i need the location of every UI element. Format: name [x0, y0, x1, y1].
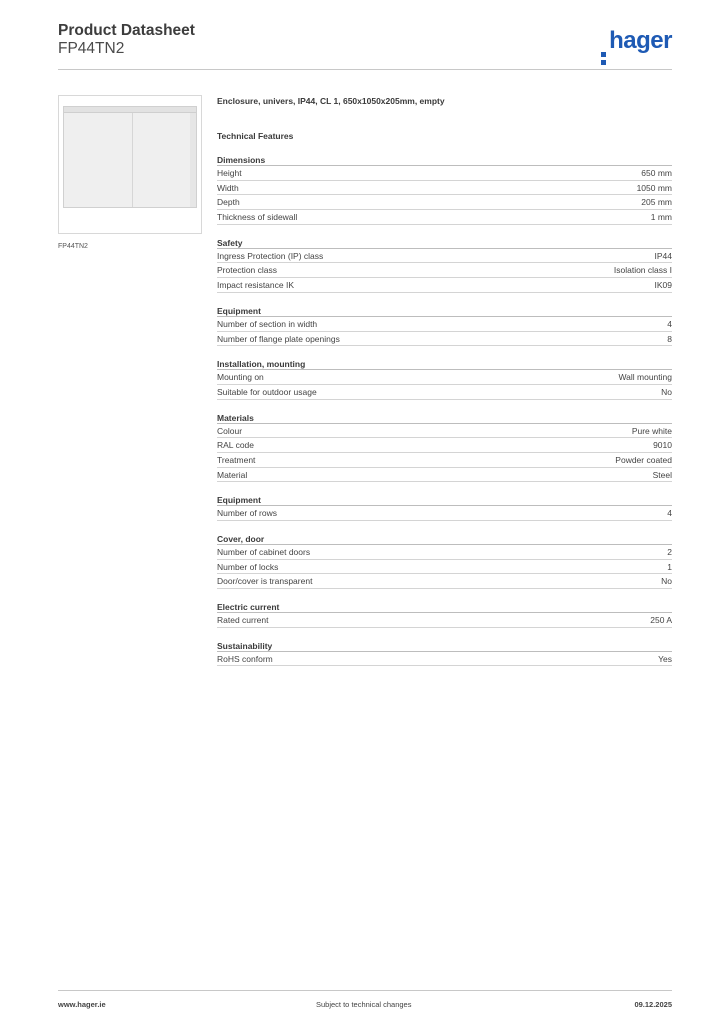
- page-footer: [58, 990, 672, 1009]
- spec-value: Steel: [652, 469, 672, 480]
- spec-label: Number of rows: [217, 508, 277, 519]
- spec-section: [217, 640, 672, 667]
- spec-label: RAL code: [217, 440, 255, 451]
- spec-value: 1 mm: [650, 212, 672, 223]
- spec-row: [217, 181, 672, 196]
- footer-notice: Subject to technical changes: [316, 1000, 412, 1009]
- spec-row: [217, 263, 672, 278]
- product-image: [58, 95, 202, 234]
- spec-row: [217, 317, 672, 332]
- spec-section: [217, 533, 672, 589]
- spec-label: Suitable for outdoor usage: [217, 386, 317, 397]
- enclosure-top: [64, 107, 196, 113]
- product-code: FP44TN2: [58, 40, 125, 57]
- spec-label: Number of cabinet doors: [217, 547, 311, 557]
- spec-value: 4: [667, 318, 672, 329]
- enclosure-illustration: [63, 106, 197, 208]
- spec-section: [217, 358, 672, 399]
- page-title: Product Datasheet: [58, 22, 195, 39]
- spec-label: Number of flange plate openings: [217, 333, 340, 344]
- spec-row: [217, 424, 672, 439]
- spec-row: [217, 370, 672, 385]
- spec-label: Door/cover is transparent: [217, 576, 313, 587]
- spec-row: [217, 506, 672, 521]
- spec-section: [217, 305, 672, 346]
- spec-label: Thickness of sidewall: [217, 212, 298, 223]
- door-seam: [132, 113, 133, 207]
- spec-content: [217, 95, 672, 666]
- spec-row: [217, 560, 672, 575]
- section-title: Equipment: [217, 494, 672, 506]
- spec-row: [217, 278, 672, 293]
- spec-value: No: [661, 386, 672, 397]
- footer-date: 09.12.2025: [634, 1000, 672, 1009]
- spec-label: Depth: [217, 197, 240, 208]
- spec-value: 1: [667, 561, 672, 572]
- spec-label: Rated current: [217, 615, 269, 626]
- spec-value: Wall mounting: [618, 372, 672, 383]
- section-title: Sustainability: [217, 640, 672, 652]
- spec-row: [217, 453, 672, 468]
- spec-value: Yes: [658, 653, 672, 664]
- section-title: Cover, door: [217, 533, 672, 545]
- spec-value: 650 mm: [641, 168, 672, 178]
- spec-row: [217, 210, 672, 225]
- spec-row: [217, 652, 672, 667]
- spec-label: Colour: [217, 425, 243, 436]
- footer-website: www.hager.ie: [58, 1000, 106, 1009]
- spec-section: [217, 237, 672, 293]
- spec-section: [217, 154, 672, 225]
- spec-row: [217, 195, 672, 210]
- spec-value: 250 A: [650, 615, 672, 626]
- spec-value: 205 mm: [641, 197, 672, 208]
- page-header: [58, 22, 672, 70]
- spec-row: [217, 166, 672, 181]
- spec-label: Material: [217, 469, 248, 480]
- spec-row: [217, 249, 672, 264]
- spec-sections: [217, 154, 672, 666]
- section-title: Materials: [217, 412, 672, 424]
- spec-section: [217, 412, 672, 483]
- enclosure-side: [190, 113, 196, 207]
- spec-label: Treatment: [217, 454, 256, 465]
- spec-label: Number of locks: [217, 561, 279, 572]
- spec-value: Powder coated: [615, 454, 672, 465]
- image-caption: FP44TN2: [58, 243, 88, 250]
- spec-value: Isolation class I: [613, 265, 672, 276]
- spec-label: RoHS conform: [217, 653, 273, 664]
- product-description: Enclosure, univers, IP44, CL 1, 650x1050x205mm, empty: [217, 96, 445, 106]
- section-title: Equipment: [217, 305, 672, 317]
- logo-text: hager: [609, 27, 672, 54]
- spec-label: Mounting on: [217, 372, 264, 383]
- hager-logo: [601, 28, 672, 54]
- spec-value: IK09: [654, 280, 672, 291]
- spec-row: [217, 613, 672, 628]
- spec-row: [217, 545, 672, 560]
- spec-label: Ingress Protection (IP) class: [217, 250, 324, 261]
- spec-value: 9010: [653, 440, 672, 451]
- spec-label: Number of section in width: [217, 318, 318, 329]
- section-title: Installation, mounting: [217, 358, 672, 370]
- spec-section: [217, 601, 672, 628]
- spec-value: 2: [667, 547, 672, 557]
- spec-value: IP44: [654, 250, 672, 261]
- spec-row: [217, 385, 672, 400]
- spec-section: [217, 494, 672, 521]
- technical-features-heading: Technical Features: [217, 131, 294, 141]
- spec-value: 1050 mm: [636, 182, 672, 193]
- spec-value: 8: [667, 333, 672, 344]
- spec-row: [217, 438, 672, 453]
- spec-label: Width: [217, 182, 239, 193]
- spec-label: Impact resistance IK: [217, 280, 295, 291]
- spec-value: No: [661, 576, 672, 587]
- spec-row: [217, 468, 672, 483]
- spec-label: Protection class: [217, 265, 277, 276]
- spec-row: [217, 332, 672, 347]
- section-title: Dimensions: [217, 154, 672, 166]
- spec-value: 4: [667, 508, 672, 519]
- spec-label: Height: [217, 168, 242, 178]
- spec-row: [217, 574, 672, 589]
- section-title: Safety: [217, 237, 672, 249]
- section-title: Electric current: [217, 601, 672, 613]
- spec-value: Pure white: [631, 425, 672, 436]
